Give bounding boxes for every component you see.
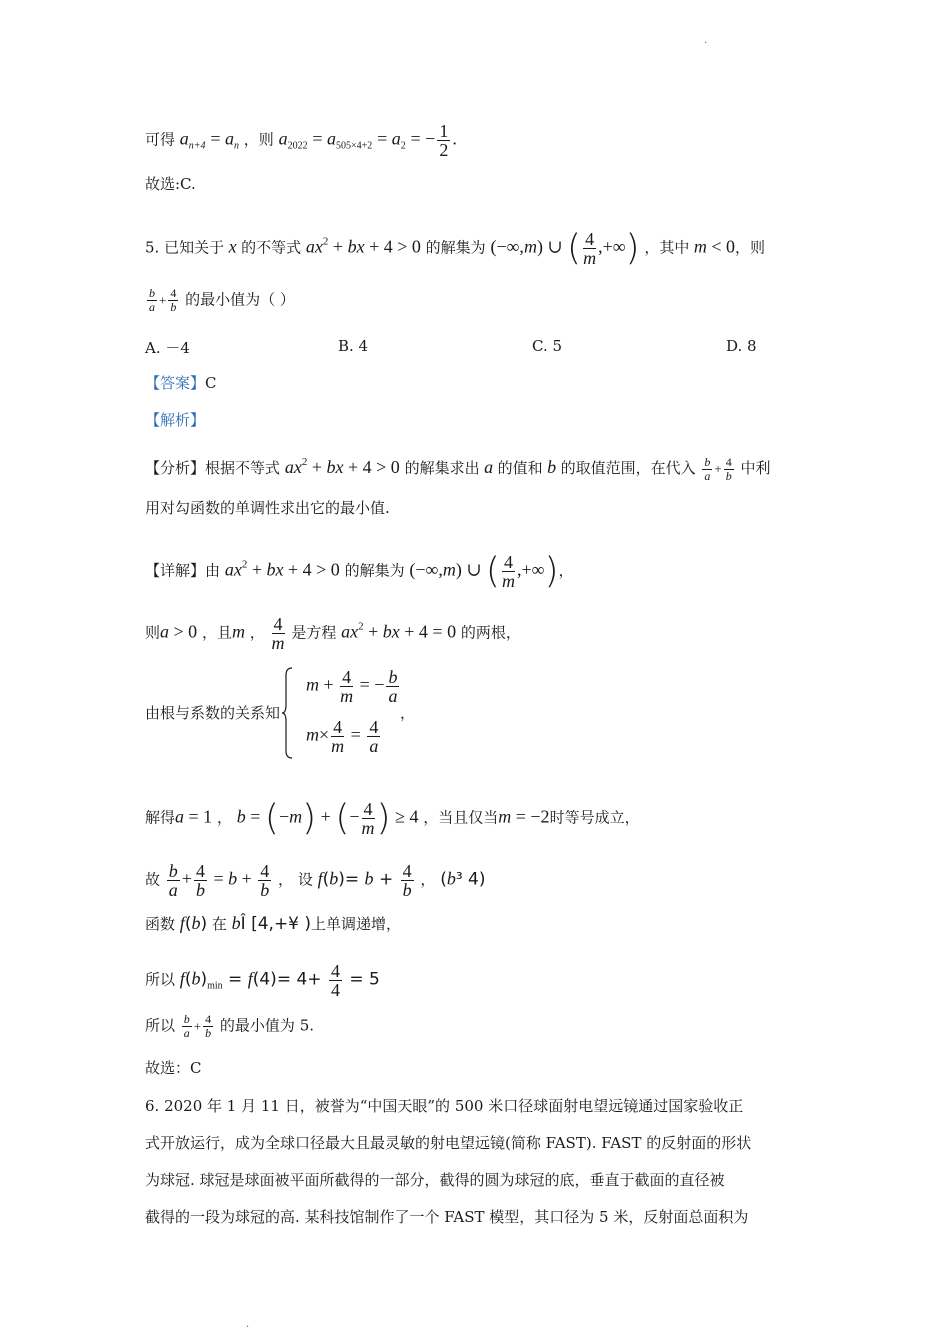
- fenxi-line: 【分析】根据不等式 $ax^2$ + bx + 4 > 0 的解集求出 a 的值和 b 的取值范围，在代入 $\frac{b}{a}$ + $\frac{4}{b}$ 中利: [145, 454, 771, 483]
- subscript: n+4: [188, 140, 206, 152]
- option-a: A. －4: [145, 339, 190, 357]
- min-value-line: 所以 $f(b)_{min} = f(4)= 4+$ $\frac{4}{4}$ = 5: [145, 961, 380, 1000]
- text: ，其中: [644, 238, 690, 257]
- subscript: 2: [400, 140, 406, 152]
- monotonic-line: 函数 f(b) 在 bÎ [4,+¥ )上单调递增，: [145, 913, 402, 934]
- speck: ·: [246, 1322, 250, 1333]
- xiangjie-line: 【详解】由 $ax^2$ + bx + 4 > 0 的解集为 (−∞,m) ∪ ( $\frac{4}{m}$ ,+∞)，: [145, 550, 574, 592]
- text: 可得: [145, 130, 176, 149]
- text: ，则: [243, 130, 274, 149]
- vieta-eq1: m + $\frac{4}{m}$ = − $\frac{b}{a}$: [306, 667, 398, 706]
- final-choice-line: 故选：C: [145, 1059, 202, 1077]
- text: ，: [249, 623, 265, 642]
- text: ，: [420, 870, 436, 889]
- question-5: 5. 已知关于 x 的不等式 $ax^2$ + bx + 4 > 0 的解集为 (−∞,m) ∪ ( $\frac{4}{m}$ ,+∞) ，其中 m < 0，则: [145, 227, 766, 269]
- fenxi-line2: 用对勾函数的单调性求出它的最小值.: [145, 499, 390, 517]
- option-b: B. 4: [338, 337, 369, 355]
- question-6-line1: 6. 2020 年 1 月 11 日，被誉为“中国天眼”的 500 米口径球面射电望远镜通过国家验收正: [145, 1097, 744, 1115]
- roots-line: 则a > 0 ，且m ， $\frac{4}{m}$ 是方程 $ax^2$ + bx + 4 = 0 的两根，: [145, 614, 521, 653]
- text: 中利: [740, 459, 771, 477]
- text: 的两根，: [460, 623, 521, 642]
- question-5-line2: $\frac{b}{a}$ + $\frac{4}{b}$ 的最小值为（ ）: [149, 286, 295, 314]
- answer-line: [145, 373, 217, 393]
- text: ，当且仅当: [423, 808, 499, 827]
- question-number: 5.: [145, 238, 160, 257]
- question-6-line3: 为球冠. 球冠是球面被平面所截得的一部分，截得的圆为球冠的底，垂直于截面的直径被: [145, 1171, 725, 1189]
- text: 的解集求出: [404, 459, 480, 477]
- question-6-line2: 式开放运行，成为全球口径最大且最灵敏的射电望远镜(简称 FAST). FAST 的反射面的形状: [145, 1134, 752, 1152]
- analysis-heading: [145, 410, 205, 430]
- text: 的最小值为（ ）: [185, 290, 295, 309]
- text: 是方程: [291, 623, 337, 642]
- text: 根据不等式: [205, 459, 281, 477]
- vieta-eq2: m× $\frac{4}{m}$ = $\frac{4}{a}$: [306, 717, 379, 756]
- text: 的值和: [497, 459, 543, 477]
- text: ， 设: [278, 870, 313, 889]
- text: 所以: [145, 1016, 176, 1035]
- choose-c-line: 故选:C.: [145, 175, 196, 193]
- text: 故: [145, 870, 161, 889]
- text: 所以: [145, 970, 176, 989]
- text: 解得: [145, 808, 176, 827]
- subscript: n: [233, 140, 239, 152]
- text: 的解集为: [344, 561, 405, 580]
- solve-line: 解得a = 1 ， b = (−m) + (− $\frac{4}{m}$ ) ≥ 4 ，当且仅当m = −2时等号成立，: [145, 797, 640, 839]
- text: 的不等式: [241, 238, 302, 257]
- text: 已知关于: [164, 238, 225, 257]
- text: 则: [145, 623, 161, 642]
- xiangjie-tag: 【详解】: [145, 561, 206, 580]
- text: 在: [211, 915, 227, 933]
- text: 函数: [145, 915, 176, 933]
- question-6-line4: 截得的一段为球冠的高. 某科技馆制作了一个 FAST 模型，其口径为 5 米，反射面总面积为: [145, 1208, 749, 1226]
- subscript: 505×4+2: [336, 140, 373, 152]
- answer-tag: 【答案】: [145, 374, 206, 392]
- speck: ·: [704, 38, 708, 49]
- text: 的取值范围，在代入: [560, 459, 696, 477]
- subscript: 2022: [287, 140, 308, 152]
- text: 的最小值为 5.: [219, 1016, 315, 1035]
- brace-icon: [281, 667, 293, 759]
- text: 上单调递增，: [311, 915, 402, 933]
- text: ，: [558, 561, 574, 580]
- vieta-end: ，: [400, 704, 416, 722]
- option-c: C. 5: [532, 337, 563, 355]
- text: 由: [205, 561, 221, 580]
- fenxi-tag: 【分析】: [145, 459, 206, 477]
- recurrence-line: 可得 $a_{n+4} = a_n$ ，则 $a_{2022} = a_{505\times 4+2} = a_2$ = − $\frac{1}{2}$ .: [145, 121, 457, 160]
- text: 时等号成立，: [549, 808, 640, 827]
- text: ，则: [735, 238, 766, 257]
- text: ，且: [201, 623, 232, 642]
- min-conclusion-line: 所以 $\frac{b}{a}$ + $\frac{4}{b}$ 的最小值为 5.: [145, 1012, 315, 1040]
- text: ，: [216, 808, 232, 827]
- vieta-label: 由根与系数的关系知: [145, 704, 281, 722]
- option-d: D. 8: [726, 337, 757, 355]
- analysis-tag: 【解析】: [145, 411, 206, 429]
- text: 的解集为: [425, 238, 486, 257]
- function-def-line: 故 $\frac{b}{a}$ + $\frac{4}{b}$ = b + $\frac{4}{b}$ ， 设 f(b)= b + $\frac{4}{b}$ ， (b³ 4): [145, 861, 486, 900]
- answer-value: C: [205, 374, 217, 392]
